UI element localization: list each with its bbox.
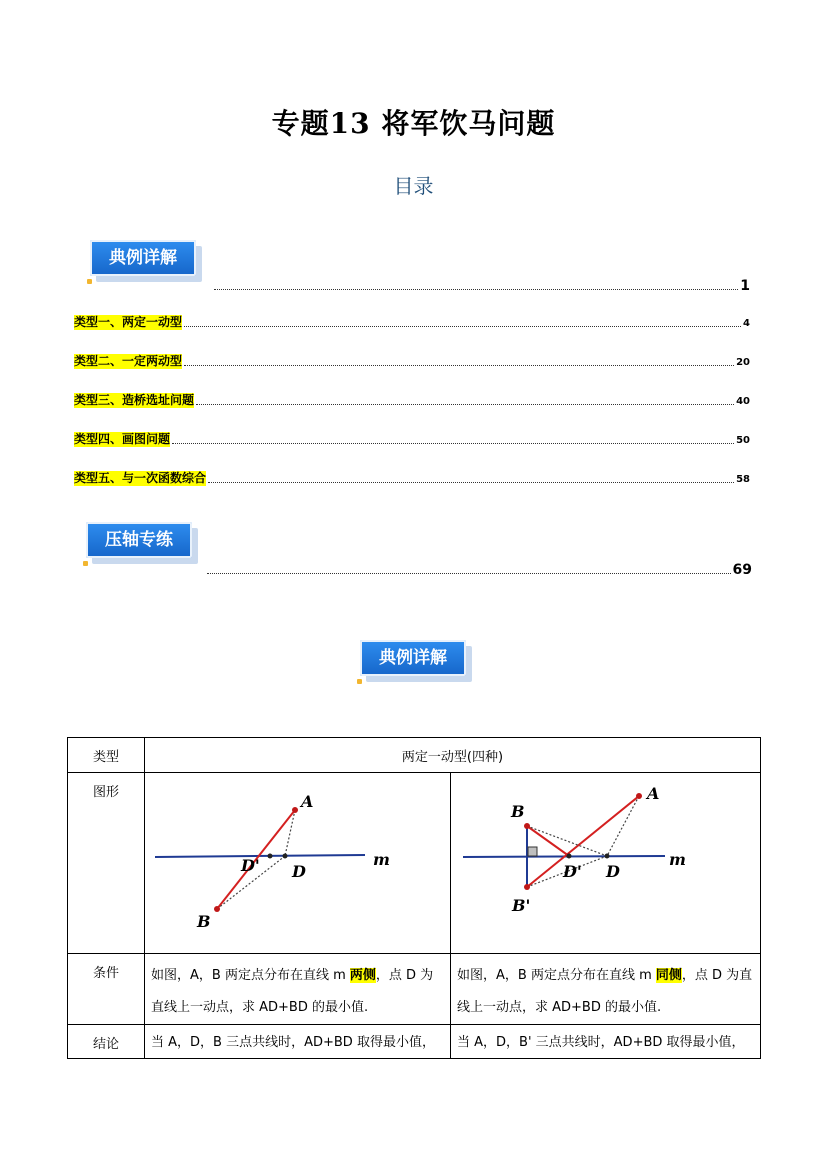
label-m: m xyxy=(669,850,686,869)
right-angle-icon xyxy=(528,847,537,856)
highlight-opposite: 两侧 xyxy=(349,968,376,983)
row-label-conclusion: 结论 xyxy=(68,1025,145,1059)
page-title: 专题13 将军饮马问题 xyxy=(271,107,556,140)
row-label-condition: 条件 xyxy=(68,954,145,1025)
label-Dprime: D' xyxy=(241,856,260,875)
toc-item[interactable] xyxy=(74,392,750,408)
diagram-opposite-sides xyxy=(145,773,449,949)
toc-item-label: 类型三、造桥选址问题 xyxy=(74,393,195,407)
point-B xyxy=(214,906,220,912)
toc-examples-leader[interactable] xyxy=(212,276,750,294)
toc-item-page: 4 xyxy=(743,318,750,329)
row-label-figure: 图形 xyxy=(68,773,145,954)
point-Dprime xyxy=(268,854,273,859)
practice-badge-label: 压轴专练 xyxy=(86,522,192,558)
label-Dprime: D' xyxy=(563,862,582,881)
toc-item[interactable] xyxy=(74,431,750,447)
figure-same-side xyxy=(451,773,761,954)
label-B: B xyxy=(197,912,211,931)
point-D xyxy=(605,854,610,859)
toc-item[interactable] xyxy=(74,314,750,330)
conclusion-opposite-sides: 当 A，D，B 三点共线时，AD+BD 取得最小值， xyxy=(145,1025,451,1059)
toc-examples-page: 1 xyxy=(740,278,750,294)
examples-badge[interactable] xyxy=(90,240,202,282)
point-Dprime xyxy=(567,854,572,859)
segment-AD xyxy=(607,796,639,856)
types-table xyxy=(67,737,761,1059)
section-examples-badge xyxy=(360,640,472,682)
point-D xyxy=(283,854,288,859)
toc-heading: 目录 xyxy=(393,174,434,198)
label-m: m xyxy=(373,850,390,869)
toc-item[interactable] xyxy=(74,470,750,486)
toc-item-page: 58 xyxy=(736,474,750,485)
figure-opposite-sides xyxy=(145,773,451,954)
toc-item-label: 类型一、两定一动型 xyxy=(74,315,183,329)
table-header-type: 类型 xyxy=(68,738,145,773)
table-header-category: 两定一动型(四种) xyxy=(145,738,761,773)
toc-item-label: 类型四、画图问题 xyxy=(74,432,171,446)
conclusion-same-side: 当 A，D，B' 三点共线时，AD+BD 取得最小值， xyxy=(451,1025,761,1059)
label-A: A xyxy=(647,784,660,803)
toc-item-page: 20 xyxy=(736,357,750,368)
segment-ABprime xyxy=(527,796,639,887)
label-Bprime: B' xyxy=(512,896,531,915)
point-Bprime xyxy=(524,884,530,890)
label-B: B xyxy=(511,802,525,821)
examples-badge-label: 典例详解 xyxy=(90,240,196,276)
condition-same-side: 如图，A，B 两定点分布在直线 m 同侧，点 D 为直线上一动点，求 AD+BD 的最小值. xyxy=(451,954,761,1025)
practice-badge[interactable] xyxy=(86,522,198,564)
toc-item-label: 类型二、一定两动型 xyxy=(74,354,183,368)
highlight-same: 同侧 xyxy=(655,968,682,983)
toc-item-page: 50 xyxy=(736,435,750,446)
label-A: A xyxy=(301,792,314,811)
toc-practice-leader[interactable] xyxy=(205,560,752,578)
point-A xyxy=(636,793,642,799)
section-examples-label: 典例详解 xyxy=(360,640,466,676)
point-A xyxy=(292,807,298,813)
toc-item-page: 40 xyxy=(736,396,750,407)
diagram-same-side xyxy=(451,773,759,949)
toc-item[interactable] xyxy=(74,353,750,369)
toc-practice-page: 69 xyxy=(732,562,752,578)
label-D: D xyxy=(606,862,620,881)
condition-opposite-sides: 如图，A，B 两定点分布在直线 m 两侧，点 D 为直线上一动点，求 AD+BD 的最小值. xyxy=(145,954,451,1025)
point-B xyxy=(524,823,530,829)
toc-item-label: 类型五、与一次函数综合 xyxy=(74,471,207,485)
label-D: D xyxy=(292,862,306,881)
